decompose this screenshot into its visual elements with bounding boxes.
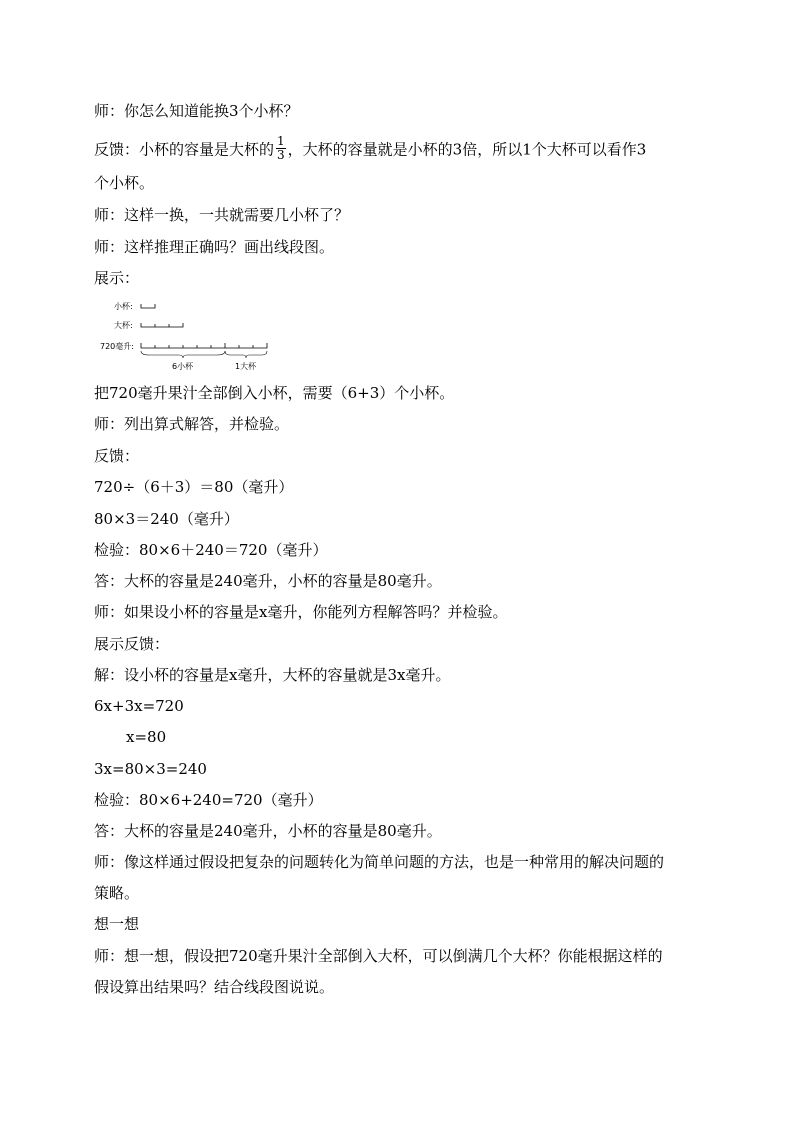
feedback-line xyxy=(94,134,647,164)
text-line: 师：这样推理正确吗？画出线段图。 xyxy=(94,238,335,256)
text-line: 假设算出结果吗？结合线段图说说。 xyxy=(94,978,335,996)
label-small-cup: 小杯: xyxy=(114,302,133,311)
answer-line: 答：大杯的容量是240毫升，小杯的容量是80毫升。 xyxy=(94,822,442,840)
text-line: 师：像这样通过假设把复杂的问题转化为简单问题的方法，也是一种常用的解决问题的 xyxy=(94,853,665,871)
brace-one-large xyxy=(225,351,267,358)
fraction-one-third xyxy=(276,135,286,162)
text-line: 反馈： xyxy=(94,447,140,465)
check-line: 检验：80×6+240=720（毫升） xyxy=(94,791,323,809)
equation-line: 6x+3x=720 xyxy=(94,697,184,715)
total-segment xyxy=(141,343,267,348)
line-segment-diagram xyxy=(94,297,274,375)
brace-label-six-small: 6小杯 xyxy=(172,362,194,371)
equation-line: x=80 xyxy=(126,728,167,746)
section-heading: 想一想 xyxy=(94,915,140,933)
equation-line: 80×3＝240（毫升） xyxy=(94,510,239,528)
feedback-suffix: ， xyxy=(287,140,303,159)
feedback-prefix: 反馈：小杯的容量是大杯的 xyxy=(94,140,275,159)
brace-six-small xyxy=(141,351,225,358)
text-line: 策略。 xyxy=(94,884,140,902)
answer-line: 答：大杯的容量是240毫升，小杯的容量是80毫升。 xyxy=(94,572,442,590)
text-line: 师：如果设小杯的容量是x毫升，你能列方程解答吗？并检验。 xyxy=(94,603,508,621)
text-line: 展示： xyxy=(94,269,140,287)
text-line: 师：列出算式解答，并检验。 xyxy=(94,415,290,433)
fraction-denominator: 3 xyxy=(277,148,285,162)
brace-label-one-large: 1大杯 xyxy=(235,362,257,371)
text-line: 展示反馈： xyxy=(94,635,170,653)
text-line: 师：想一想，假设把720毫升果汁全部倒入大杯，可以倒满几个大杯？你能根据这样的 xyxy=(94,947,663,965)
large-cup-segment xyxy=(141,323,183,327)
label-large-cup: 大杯: xyxy=(114,321,133,330)
solution-line: 解：设小杯的容量是x毫升，大杯的容量就是3x毫升。 xyxy=(94,666,451,684)
text-line: 个小杯。 xyxy=(94,174,155,192)
text-line: 师：你怎么知道能换3个小杯？ xyxy=(94,102,299,120)
equation-line: 720÷（6＋3）＝80（毫升） xyxy=(94,478,294,496)
text-line: 师：这样一换，一共就需要几小杯了？ xyxy=(94,206,350,224)
equation-line: 3x=80×3=240 xyxy=(94,760,207,778)
label-total: 720毫升: xyxy=(100,342,134,351)
check-line: 检验：80×6＋240＝720（毫升） xyxy=(94,541,328,559)
text-line: 把720毫升果汁全部倒入小杯，需要（6+3）个小杯。 xyxy=(94,384,455,402)
feedback-continuation: 大杯的容量就是小杯的3倍，所以1个大杯可以看作3 xyxy=(302,140,647,159)
fraction-numerator: 1 xyxy=(277,134,285,148)
small-cup-segment xyxy=(141,304,155,308)
